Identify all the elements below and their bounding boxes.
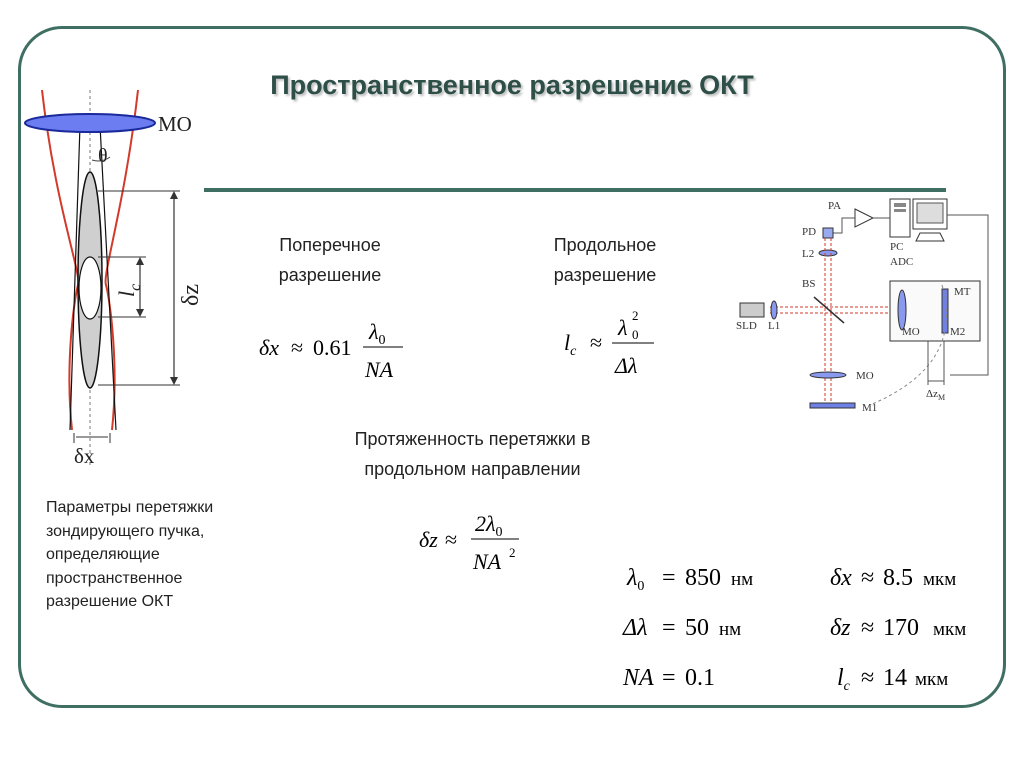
svg-text:≈: ≈ [291, 335, 304, 360]
svg-text:≈: ≈ [861, 565, 875, 591]
svg-text:lc: $l_c$ [564, 330, 577, 359]
svg-text:нм: нм [719, 619, 742, 640]
angle-label: θ [98, 145, 108, 167]
label-l2: L2 [802, 248, 815, 260]
svg-text:δx: δx [259, 335, 279, 360]
sld-source [740, 303, 764, 317]
page-title: Пространственное разрешение ОКТ [270, 70, 754, 100]
svg-text:δz: δz [830, 615, 851, 641]
svg-text:2λ0: $2\lambda_0$ [475, 511, 503, 540]
svg-text:850: 850 [685, 565, 721, 591]
side-note: Параметры перетяжки зондирующего пучка, определяющие пространственное разрешение ОКТ [46, 499, 214, 610]
ref-objective [898, 290, 906, 330]
svg-text:=: = [662, 615, 676, 641]
svg-text:0: 0 [632, 327, 639, 342]
formula-lc [560, 305, 670, 385]
label-pc: PC [890, 241, 904, 253]
transverse-label: Поперечное разрешение [278, 235, 382, 285]
parameter-values [615, 555, 995, 705]
label-m2: M2 [950, 326, 966, 338]
param-dz [830, 615, 966, 641]
pa-amplifier [855, 209, 873, 227]
svg-text:≈: ≈ [861, 615, 875, 641]
svg-text:2: 2 [509, 545, 516, 560]
svg-text:NA: NA [365, 357, 394, 382]
beam-waist-diagram [20, 85, 210, 470]
label-mo-ref: MO [902, 326, 920, 338]
mirror-m1 [810, 403, 855, 408]
svg-text:мкм: мкм [915, 669, 949, 690]
param-dlambda [622, 615, 741, 641]
objective-lens [25, 114, 155, 132]
label-adc: ADC [890, 256, 914, 268]
label-pa: PA [828, 200, 842, 212]
svg-text:λ0: $\lambda_0$ [369, 319, 386, 348]
label-mt: MT [954, 286, 971, 298]
photodetector [823, 228, 833, 238]
svg-text:ΔzM: $\Delta z_M$ [926, 388, 946, 402]
svg-text:50: 50 [685, 615, 709, 641]
svg-text:=: = [662, 565, 676, 591]
param-dx [830, 565, 956, 591]
svg-text:нм: нм [731, 569, 754, 590]
lc-label: l [114, 290, 139, 297]
svg-text:мкм: мкм [923, 569, 957, 590]
dx-label: δx [74, 444, 95, 468]
svg-text:Δλ: Δλ [623, 615, 648, 641]
svg-text:14: 14 [883, 665, 907, 691]
label-bs: BS [802, 278, 816, 290]
lens-l2 [819, 250, 837, 256]
title-divider [204, 188, 946, 192]
svg-text:≈: ≈ [590, 330, 603, 355]
label-m1: M1 [862, 402, 878, 414]
beam-edge-left [42, 90, 78, 430]
svg-text:Δλ: Δλ [615, 353, 638, 378]
svg-text:δz: δz [419, 527, 438, 552]
label-pd: PD [802, 226, 817, 238]
svg-text:λ: λ [618, 315, 628, 340]
svg-text:≈: ≈ [861, 665, 875, 691]
svg-text:λ0: $\lambda_0$ [627, 565, 645, 594]
param-lc [837, 665, 948, 694]
label-sld: SLD [736, 320, 757, 332]
svg-text:0.1: 0.1 [685, 665, 715, 691]
label-l1: L1 [768, 320, 781, 332]
beam-edge-right [106, 90, 138, 430]
svg-text:δx: δx [830, 565, 852, 591]
waist-extent-label: Протяженность перетяжки в продольном направлении [354, 429, 591, 479]
dz-label: δz [178, 284, 204, 306]
svg-text:≈: ≈ [445, 527, 458, 552]
param-na [622, 665, 715, 691]
formula-dz [415, 505, 535, 585]
param-lambda0 [626, 565, 753, 594]
svg-text:2: 2 [632, 308, 639, 323]
beam-splitter [814, 297, 844, 323]
label-mo-sample: MO [856, 370, 874, 382]
lens-label: MO [158, 112, 192, 136]
formula-dx [255, 315, 415, 385]
sample-objective [810, 372, 846, 378]
svg-text:8.5: 8.5 [883, 565, 913, 591]
lc-sub: c [127, 283, 144, 291]
coherence-ellipse [79, 257, 101, 319]
svg-text:lc: $l_c$ [837, 665, 850, 694]
mirror-m2 [942, 289, 948, 333]
longitudinal-label: Продольное разрешение [553, 235, 657, 285]
svg-text:NA: NA [473, 549, 502, 574]
label-dzm: Δz [926, 388, 938, 400]
svg-text:0.61: 0.61 [313, 335, 352, 360]
svg-text:NA: NA [623, 665, 654, 691]
svg-text:=: = [662, 665, 676, 691]
lens-l1 [771, 301, 777, 319]
svg-text:170: 170 [883, 615, 919, 641]
oct-schematic [730, 195, 995, 420]
svg-text:мкм: мкм [933, 619, 967, 640]
